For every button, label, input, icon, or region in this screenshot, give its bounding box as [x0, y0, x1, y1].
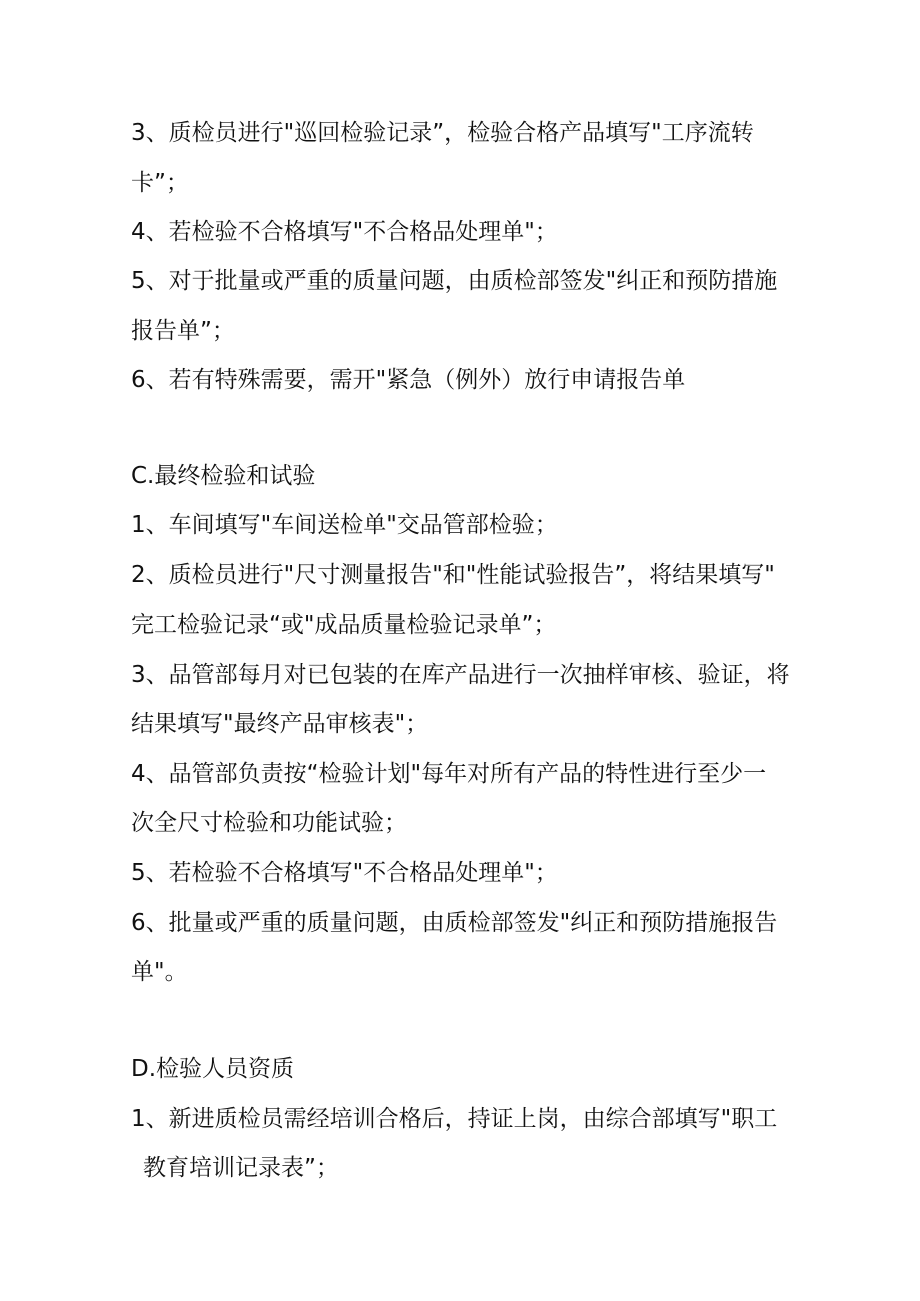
- c-item-3-line-1: 3、品管部每月对已包装的在库产品进行一次抽样审核、验证，将: [131, 662, 790, 688]
- c-item-5: 5、若检验不合格填写"不合格品处理单"；: [131, 860, 558, 886]
- d-item-1-line-1: 1、新进质检员需经培训合格后，持证上岗，由综合部填写"职工: [131, 1106, 778, 1132]
- section-heading-c: C.最终检验和试验: [131, 463, 316, 489]
- section-heading-d: D.检验人员资质: [131, 1056, 295, 1082]
- b-item-3-line-1: 3、质检员进行"巡回检验记录”，检验合格产品填写"工序流转: [131, 120, 754, 146]
- b-item-5-line-2: 报告单”；: [131, 318, 235, 344]
- b-item-3-line-2: 卡”；: [131, 170, 189, 196]
- c-item-2-line-2: 完工检验记录“或"成品质量检验记录单”；: [131, 612, 557, 638]
- d-item-1-line-2: 教育培训记录表”；: [143, 1155, 339, 1181]
- b-item-6: 6、若有特殊需要，需开"紧急（例外）放行申请报告单: [131, 367, 686, 393]
- b-item-5-line-1: 5、对于批量或严重的质量问题，由质检部签发"纠正和预防措施: [131, 268, 778, 294]
- c-item-4-line-1: 4、品管部负责按“检验计划"每年对所有产品的特性进行至少一: [131, 761, 767, 787]
- c-item-6-line-2: 单"。: [131, 959, 188, 985]
- c-item-3-line-2: 结果填写"最终产品审核表"；: [131, 711, 429, 737]
- b-item-4: 4、若检验不合格填写"不合格品处理单"；: [131, 219, 558, 245]
- c-item-4-line-2: 次全尺寸检验和功能试验；: [131, 810, 407, 836]
- c-item-6-line-1: 6、批量或严重的质量问题，由质检部签发"纠正和预防措施报告: [131, 910, 778, 936]
- c-item-1: 1、车间填写"车间送检单"交品管部检验；: [131, 512, 558, 538]
- c-item-2-line-1: 2、质检员进行"尺寸测量报告"和"性能试验报告”，将结果填写": [131, 562, 775, 588]
